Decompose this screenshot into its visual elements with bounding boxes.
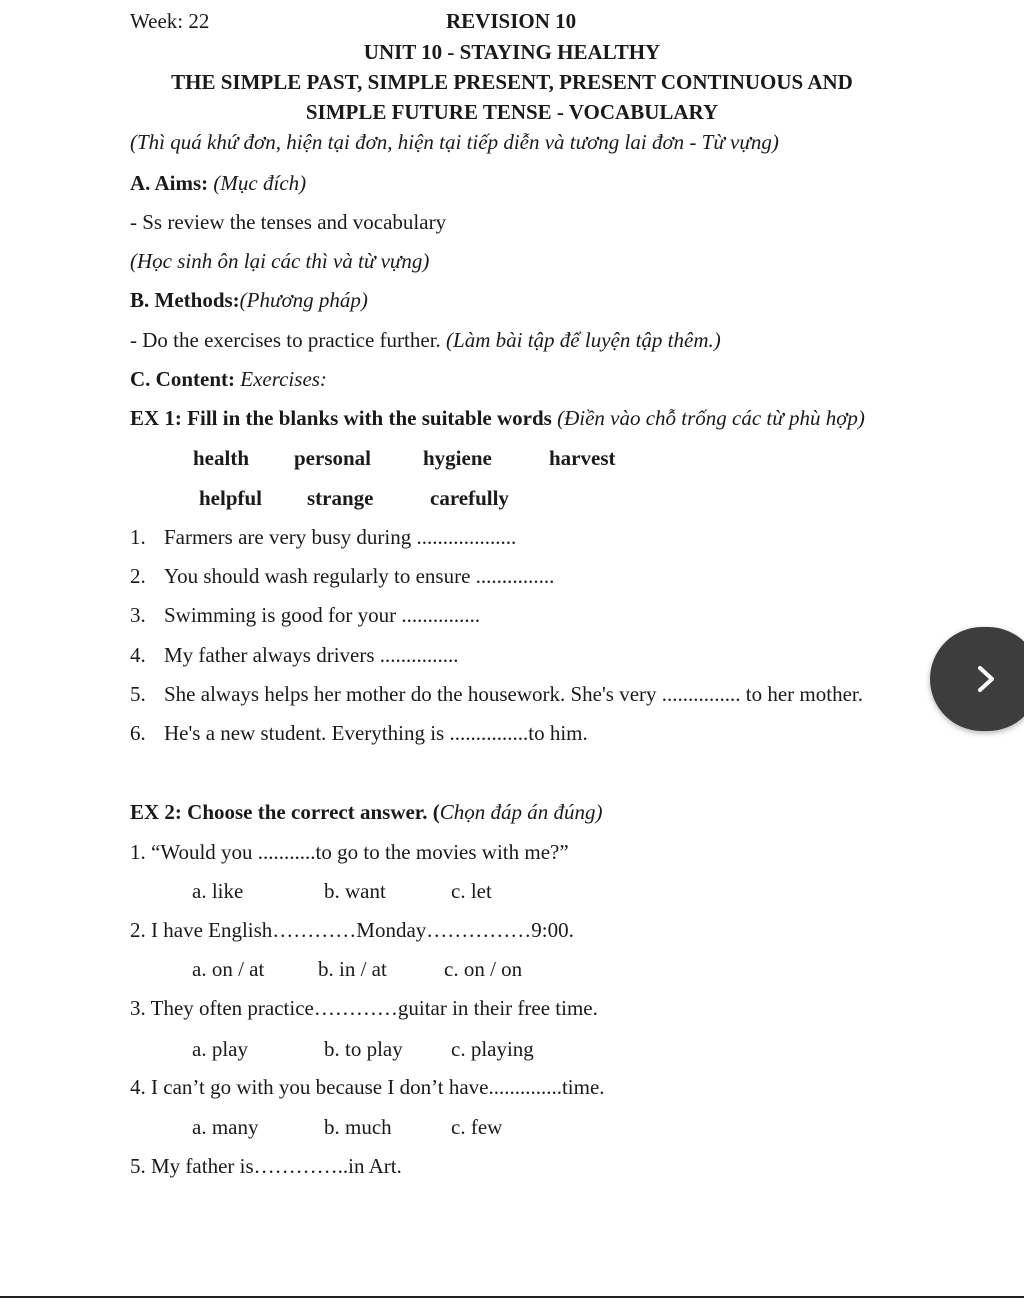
methods-label: B. Methods:	[130, 288, 240, 312]
content-heading	[130, 369, 327, 390]
methods-label-vi: (Phương pháp)	[239, 288, 368, 312]
aims-line: - Ss review the tenses and vocabulary	[130, 210, 447, 234]
ex1-item-text: Farmers are very busy during ...................	[164, 525, 517, 549]
word-bank-item: health	[193, 446, 250, 470]
word-bank-item: carefully	[430, 486, 509, 510]
ex1-item-text: Swimming is good for your ...............	[164, 603, 481, 627]
ex1-title-vi: (Điền vào chỗ trống các từ phù hợp)	[557, 406, 865, 430]
ex2-title	[130, 802, 602, 823]
word-bank-item: strange	[307, 486, 374, 510]
revision-title: REVISION 10	[446, 9, 577, 33]
word-bank-item: personal	[294, 446, 372, 470]
next-page-button[interactable]	[930, 627, 1024, 731]
ex2-question: 3. They often practice…………guitar in their free time.	[130, 996, 598, 1020]
methods-line	[130, 330, 721, 351]
ex2-option-a: a. play	[192, 1037, 248, 1061]
ex1-item	[130, 723, 588, 744]
ex1-title-en: EX 1: Fill in the blanks with the suitable words	[130, 406, 552, 430]
chevron-right-icon	[974, 665, 1000, 693]
ex2-title-vi: Chọn đáp án đúng)	[439, 800, 603, 824]
aims-line-vi: (Học sinh ôn lại các thì và từ vựng)	[130, 249, 430, 273]
ex1-item	[130, 527, 516, 548]
ex2-question: 1. “Would you ...........to go to the movies with me?”	[130, 840, 569, 864]
subtitle-vietnamese: (Thì quá khứ đơn, hiện tại đơn, hiện tại tiếp diễn và tương lai đơn - Từ vựng)	[130, 130, 779, 154]
ex2-option-c: c. few	[451, 1115, 503, 1139]
ex1-item-number: 3.	[130, 603, 146, 627]
ex2-option-a: a. many	[192, 1115, 259, 1139]
ex1-item-number: 4.	[130, 643, 146, 667]
ex2-question: 2. I have English…………Monday……………9:00.	[130, 918, 574, 942]
ex2-option-c: c. on / on	[444, 957, 523, 981]
ex1-item-text: She always helps her mother do the housework. She's very ............... to her mother.	[164, 682, 863, 706]
ex1-item-text: You should wash regularly to ensure ...............	[164, 564, 555, 588]
ex2-option-c: c. let	[451, 879, 492, 903]
aims-heading	[130, 173, 306, 194]
ex2-option-b: b. in / at	[318, 957, 387, 981]
ex1-item-number: 2.	[130, 564, 146, 588]
tense-title-line2: SIMPLE FUTURE TENSE - VOCABULARY	[305, 100, 719, 124]
word-bank-item: harvest	[549, 446, 616, 470]
methods-line-en: - Do the exercises to practice further.	[130, 328, 441, 352]
ex1-item-text: He's a new student. Everything is ...............to him.	[164, 721, 588, 745]
word-bank-item: helpful	[199, 486, 263, 510]
ex1-title	[130, 408, 865, 429]
ex1-item-number: 6.	[130, 721, 146, 745]
ex2-title-en: EX 2: Choose the correct answer. (	[130, 800, 440, 824]
ex2-option-c: c. playing	[451, 1037, 534, 1061]
ex1-item-number: 1.	[130, 525, 146, 549]
ex2-option-a: a. on / at	[192, 957, 265, 981]
ex2-option-b: b. much	[324, 1115, 392, 1139]
unit-title: UNIT 10 - STAYING HEALTHY	[363, 40, 661, 64]
ex1-item	[130, 684, 863, 705]
methods-line-vi: (Làm bài tập để luyện tập thêm.)	[446, 328, 721, 352]
methods-heading	[130, 290, 368, 311]
ex2-question: 5. My father is…………..in Art.	[130, 1154, 402, 1178]
page-bottom-edge	[0, 1296, 1024, 1298]
ex1-item-text: My father always drivers ...............	[164, 643, 459, 667]
ex1-item	[130, 645, 459, 666]
ex1-item	[130, 605, 480, 626]
ex2-question: 4. I can’t go with you because I don’t have..............time.	[130, 1075, 605, 1099]
content-label: C. Content:	[130, 367, 235, 391]
word-bank-item: hygiene	[423, 446, 492, 470]
aims-label-vi: (Mục đích)	[213, 171, 307, 195]
week-label: Week: 22	[130, 9, 210, 33]
ex2-option-a: a. like	[192, 879, 244, 903]
ex2-option-b: b. want	[324, 879, 386, 903]
aims-label: A. Aims:	[130, 171, 209, 195]
ex1-item	[130, 566, 554, 587]
content-value: Exercises:	[240, 367, 327, 391]
ex2-option-b: b. to play	[324, 1037, 403, 1061]
ex1-item-number: 5.	[130, 682, 146, 706]
tense-title-line1: THE SIMPLE PAST, SIMPLE PRESENT, PRESENT CONTINUOUS AND	[171, 70, 853, 94]
